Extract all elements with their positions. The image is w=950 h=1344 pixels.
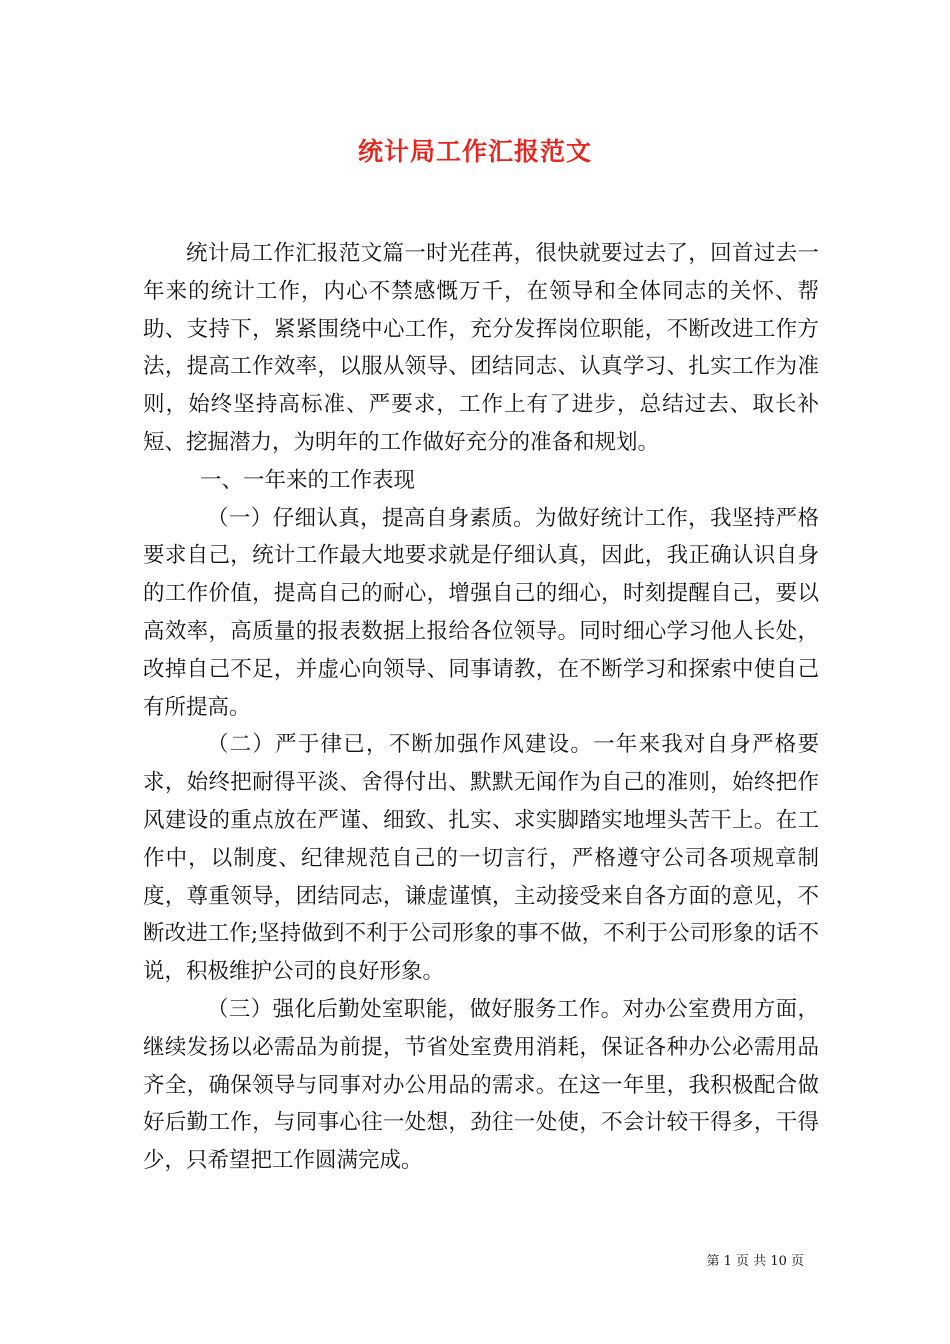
item-paragraph-2: （二）严于律已，不断加强作风建设。一年来我对自身严格要求，始终把耐得平淡、舍得付出、默默无闻作为自己的准则，始终把作风建设的重点放在严谨、细致、扎实、求实脚踏实地埋头苦干上。在工作中，以制度、纪律规范自己的一切言行，严格遵守公司各项规章制度，尊重领导，团结同志，谦虚谨慎，主动接受来自各方面的意见，不断改进工作;坚持做到不利于公司形象的事不做，不利于公司形象的话不说，积极维护公司的良好形象。 [143, 732, 819, 985]
item-paragraph-3: （三）强化后勤处室职能，做好服务工作。对办公室费用方面，继续发扬以必需品为前提，节省处室费用消耗，保证各种办公必需用品齐全，确保领导与同事对办公用品的需求。在这一年里，我积极配合做好后勤工作，与同事心往一处想，劲往一处使，不会计较干得多，干得少，只希望把工作圆满完成。 [143, 996, 819, 1174]
page-number-footer: 第 1 页 共 10 页 [706, 1254, 804, 1269]
document-body [143, 235, 819, 1180]
item-paragraph-1: （一）仔细认真，提高自身素质。为做好统计工作，我坚持严格要求自己，统计工作最大地要求就是仔细认真，因此，我正确认识自身的工作价值，提高自己的耐心，增强自己的细心，时刻提醒自己，要以高效率，高质量的报表数据上报给各位领导。同时细心学习他人长处，改掉自己不足，并虚心向领导、同事请教，在不断学习和探索中使自己有所提高。 [143, 505, 819, 720]
document-title: 统计局工作汇报范文 [357, 137, 592, 166]
intro-paragraph: 统计局工作汇报范文篇一时光荏苒，很快就要过去了，回首过去一年来的统计工作，内心不禁感慨万千，在领导和全体同志的关怀、帮助、支持下，紧紧围绕中心工作，充分发挥岗位职能，不断改进工作方法，提高工作效率，以服从领导、团结同志、认真学习、扎实工作为准则，始终坚持高标准、严要求，工作上有了进步，总结过去、取长补短、挖掘潜力，为明年的工作做好充分的准备和规划。 [143, 241, 819, 455]
section-heading: 一、一年来的工作表现 [200, 467, 416, 493]
